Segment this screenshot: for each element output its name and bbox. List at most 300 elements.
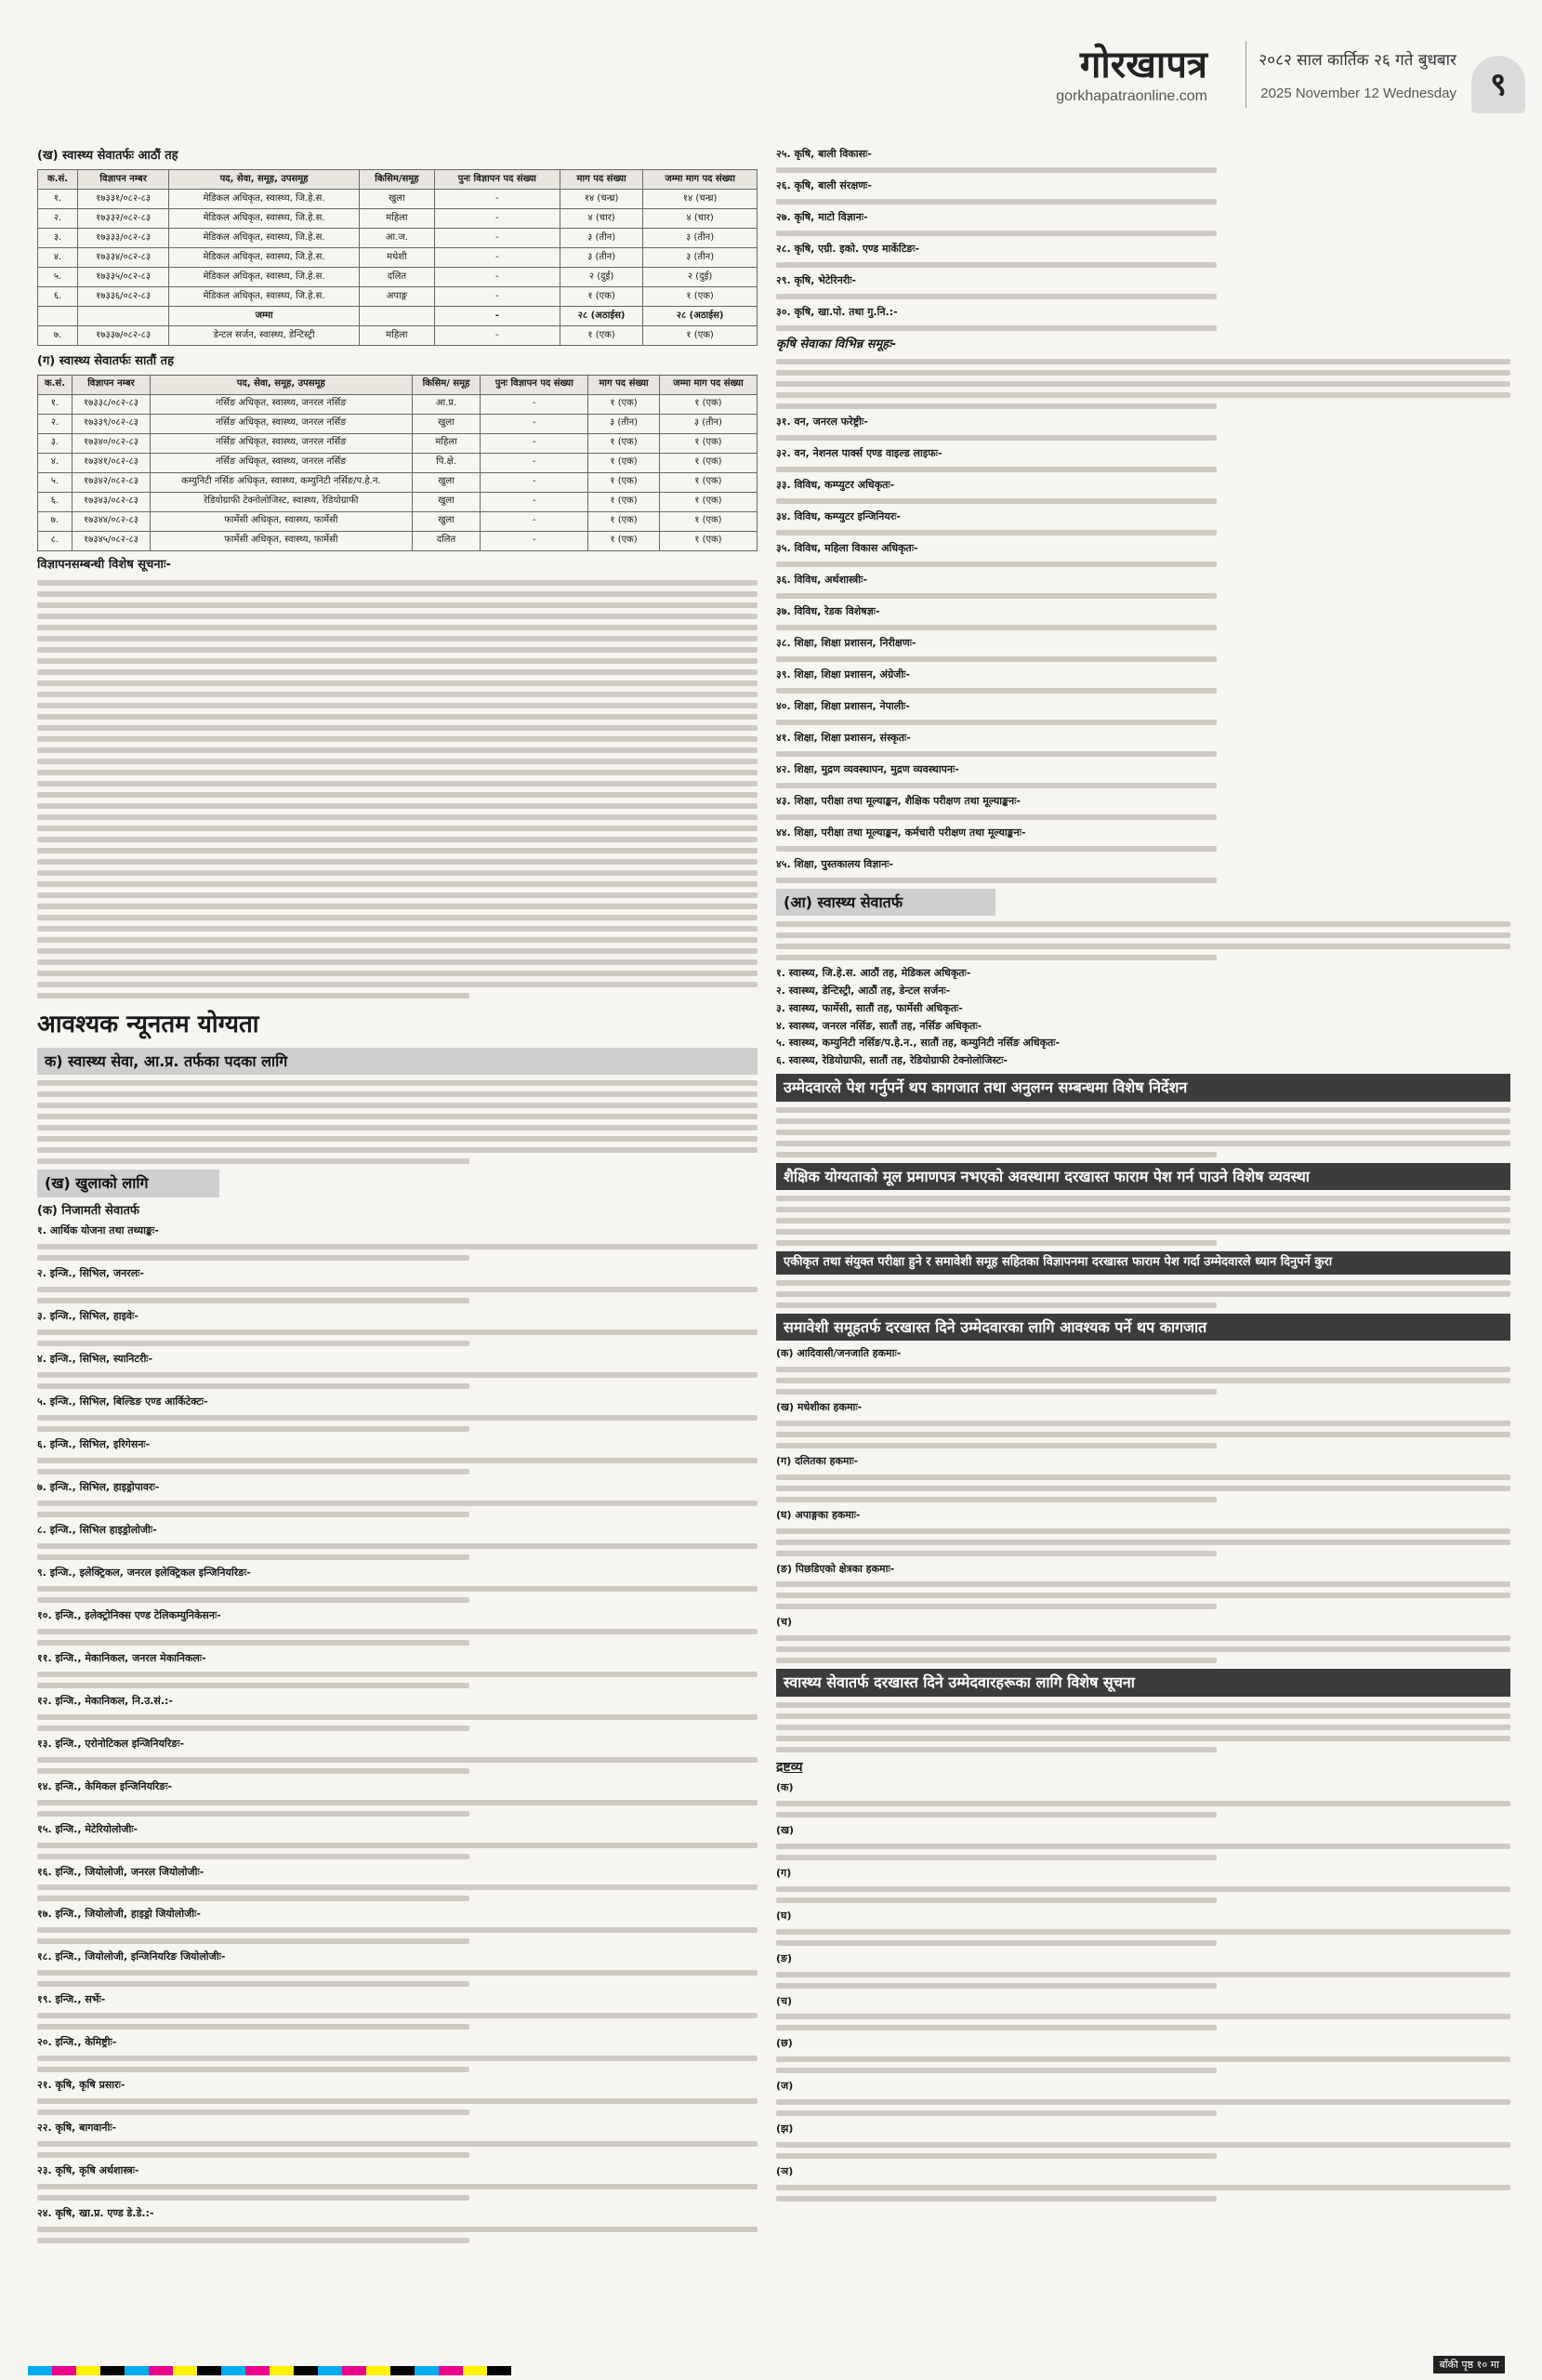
text-line-placeholder [37,1884,758,1890]
text-line-placeholder [776,325,1217,331]
date-nepali: २०८२ साल कार्तिक २६ गते बुधबार [1259,51,1456,70]
clause-title: (ख) [776,1823,795,1836]
text-line-placeholder [776,656,1217,662]
table-cell: ३ (तीन) [588,414,660,433]
clause-title: ३. स्वास्थ्य, फार्मेसी, सातौं तह, फार्मेसी अधिकृतः- [776,1001,963,1014]
clause-item [776,1615,1510,1630]
text-line-placeholder [776,921,1510,927]
clause-title: १०. इन्जि., इलेक्ट्रोनिक्स एण्ड टेलिकम्युनिकेसनः- [37,1608,221,1621]
masthead-divider [1245,41,1246,108]
integrated-exam-body [776,1280,1510,1308]
table-cell: ७. [38,325,78,345]
agri-note-body [776,359,1510,409]
clause-item [37,1608,758,1623]
table-cell: नर्सिङ अधिकृत, स्वास्थ्य, जनरल नर्सिङ [150,453,412,472]
text-line-placeholder [776,1218,1510,1223]
text-line-placeholder [776,1581,1510,1587]
table-cell: - [481,531,588,550]
text-line-placeholder [776,1801,1510,1806]
clause-item [776,573,1510,588]
clause-title: (ङ) पिछडिएको क्षेत्रका हकमाः- [776,1562,895,1575]
text-line-placeholder [776,1486,1510,1491]
text-line-placeholder [776,199,1217,205]
clause-item [776,541,1510,556]
text-line-placeholder [37,870,758,876]
table-cell: ३ (तीन) [560,228,642,247]
special-notice-body [37,580,758,998]
table-row [38,325,758,345]
clause-item [37,1309,758,1324]
text-line-placeholder [776,435,1217,441]
text-line-placeholder [776,2014,1510,2019]
clause-title: ३६. विविध, अर्थशास्त्रीः- [776,574,867,587]
text-line-placeholder [37,892,758,898]
text-line-placeholder [37,826,758,831]
table-header-cell: पद, सेवा, समूह, उपसमूह [169,169,360,189]
clause-item [776,1780,1510,1795]
table-cell: २ (दुई) [560,267,642,286]
table-cell: खुला [360,189,435,208]
table-cell: मेडिकल अधिकृत, स्वास्थ्य, जि.हे.स. [169,208,360,228]
clause-title: २८. कृषि, एग्री. इको. एण्ड मार्केटिङः- [776,242,920,255]
table-cell: - [481,453,588,472]
clause-title: ६. स्वास्थ्य, रेडियोग्राफी, सातौं तह, रेडियोग्राफी टेक्नोलोजिस्टः- [776,1054,1008,1067]
text-line-placeholder [37,1714,758,1720]
clause-title: ३७. विविध, रेडक विशेषज्ञः- [776,605,880,618]
table-row [38,286,758,306]
right-column [776,144,1510,2347]
text-line-placeholder [776,720,1217,725]
text-line-placeholder [776,1432,1510,1437]
text-line-placeholder [37,1683,469,1688]
clause-item [37,2121,758,2135]
table-cell: ३ (तीन) [659,414,757,433]
text-line-placeholder [776,1725,1510,1730]
table-cell: १७३३८/०८२-८३ [72,394,150,414]
table-cell: - [434,286,560,306]
table-cell: १. [38,189,78,208]
text-line-placeholder [776,1940,1217,1946]
table-cell: खुला [412,472,481,492]
clause-title: १५. इन्जि., मेटेरियोलोजीः- [37,1822,138,1835]
text-line-placeholder [37,1372,758,1378]
table-cell: ५. [38,472,72,492]
masthead [0,0,1542,130]
table-cell: नर्सिङ अधिकृत, स्वास्थ्य, जनरल नर्सिङ [150,414,412,433]
text-line-placeholder [37,714,758,720]
text-line-placeholder [776,944,1510,949]
table-cell: नर्सिङ अधिकृत, स्वास्थ्य, जनरल नर्सिङ [150,433,412,453]
text-line-placeholder [776,1302,1217,1308]
text-line-placeholder [776,1443,1217,1448]
text-line-placeholder [37,1244,758,1250]
table-cell: १७३३९/०८२-८३ [72,414,150,433]
text-line-placeholder [37,2238,469,2243]
text-line-placeholder [37,602,758,608]
clause-title: २६. कृषि, बाली संरक्षणः- [776,178,872,192]
table-cell [78,306,169,325]
band-open-competition: (ख) खुलाको लागि [37,1170,219,1197]
table-row [38,189,758,208]
table-cell: १ (एक) [588,453,660,472]
clause-item [37,1694,758,1709]
table-row [38,492,758,511]
table-row [38,394,758,414]
table-cell: ५. [38,267,78,286]
text-line-placeholder [776,1367,1510,1372]
table-cell: १ (एक) [588,433,660,453]
band-integrated-exam: एकीकृत तथा संयुक्त परीक्षा हुने र समावेशी समूह सहितका विज्ञापनमा दरखास्त फाराम पेश गर्दा उम्मेदवारले ध्यान दिनुपर्ने कुरा [776,1251,1510,1275]
table-cell: खुला [412,511,481,531]
table-cell [360,306,435,325]
text-line-placeholder [37,2141,758,2147]
table-cell: ६. [38,492,72,511]
civil-service-heading: (क) निजामती सेवातर्फ [37,1203,139,1218]
clause-item [37,2035,758,2050]
text-line-placeholder [37,1927,758,1933]
table-cell: - [481,433,588,453]
clause-title: २२. कृषि, बागवानीः- [37,2122,117,2135]
text-line-placeholder [37,1554,469,1560]
table-cell: ४ (चार) [560,208,642,228]
text-line-placeholder [37,1125,758,1130]
text-line-placeholder [776,1855,1217,1860]
table-header-cell: पुनः विज्ञापन पद संख्या [481,375,588,394]
clause-item [37,1779,758,1794]
text-line-placeholder [776,231,1217,236]
clause-item [776,1994,1510,2009]
text-line-placeholder [37,1136,758,1142]
clause-item [37,1352,758,1367]
clause-title: ८. इन्जि., सिभिल हाइड्रोलोजीः- [37,1524,157,1536]
text-line-placeholder [37,1147,758,1153]
text-line-placeholder [37,1103,758,1108]
agri-note-heading: कृषि सेवाका विभिन्न समूहः- [776,337,897,351]
table-cell: ३. [38,228,78,247]
table-cell: २८ (अठाईस) [560,306,642,325]
text-line-placeholder [37,1800,758,1805]
text-line-placeholder [37,1329,758,1335]
clause-item [37,1822,758,1837]
clause-title: (ग) दलितका हकमाः- [776,1454,859,1467]
table-cell: - [481,472,588,492]
clause-title: (च) [776,1994,793,2007]
text-line-placeholder [37,881,758,887]
text-line-placeholder [37,1512,469,1517]
clause-title: १९. इन्जि., सर्भेः- [37,1993,106,2006]
clause-item [776,2036,1510,2051]
text-line-placeholder [776,846,1217,852]
right-clause-list-top [776,147,1510,331]
table-cell: १ (एक) [659,472,757,492]
table-row [38,267,758,286]
clause-title: ३. इन्जि., सिभिल, हाइवेः- [37,1310,138,1323]
clause-item [37,1865,758,1880]
table-cell: खुला [412,414,481,433]
clause-item [776,668,1510,682]
clause-item [776,1346,1510,1361]
text-line-placeholder [776,1141,1510,1146]
table-cell: १ (एक) [659,433,757,453]
text-line-placeholder [37,937,758,943]
text-line-placeholder [37,770,758,775]
clause-item [776,1053,1510,1068]
clause-title: (झ) [776,2122,794,2135]
qualification-title: आवश्यक न्यूनतम योग्यता [37,1010,259,1038]
table-cell: फार्मेसी अधिकृत, स्वास्थ्य, फार्मेसी [150,511,412,531]
clause-title: (ञ) [776,2165,794,2178]
text-line-placeholder [37,1768,469,1774]
table-row [38,453,758,472]
text-line-placeholder [776,1972,1510,1977]
text-line-placeholder [37,1726,469,1731]
table-header-cell: विज्ञापन नम्बर [72,375,150,394]
text-line-placeholder [37,1298,469,1303]
clause-item [37,2163,758,2178]
health-notice-body [776,1702,1510,1752]
table-cell: ३ (तीन) [643,228,758,247]
text-line-placeholder [37,2067,469,2072]
table-row [38,433,758,453]
clause-item [37,1437,758,1452]
clause-title: २०. इन्जि., केमिष्ट्रीः- [37,2036,117,2049]
clause-item [37,1223,758,1238]
table-header-cell: पद, सेवा, समूह, उपसमूह [150,375,412,394]
text-line-placeholder [37,1415,758,1421]
band-original-certificate: शैक्षिक योग्यताको मूल प्रमाणपत्र नभएको अवस्थामा दरखास्त फाराम पेश गर्न पाउने विशेष व्यवस्था [776,1163,1510,1190]
clause-title: (छ) [776,2037,793,2050]
text-line-placeholder [776,1118,1510,1124]
band-health-special-notice: स्वास्थ्य सेवातर्फ दरखास्त दिने उम्मेदवारहरूका लागि विशेष सूचना [776,1669,1510,1696]
clause-item [776,1823,1510,1838]
vacancy-table-level-7 [37,375,758,551]
text-line-placeholder [776,1702,1510,1708]
clause-title: ४. स्वास्थ्य, जनरल नर्सिङ, सातौं तह, नर्सिङ अधिकृतः- [776,1019,982,1032]
text-line-placeholder [776,392,1510,398]
text-line-placeholder [37,1938,469,1944]
table-cell: ४ (चार) [643,208,758,228]
table-cell: - [434,267,560,286]
text-line-placeholder [37,2109,469,2115]
table-cell: १७३३१/०८२-८३ [78,189,169,208]
text-line-placeholder [37,759,758,764]
table-cell: १ (एक) [643,286,758,306]
text-line-placeholder [776,1196,1510,1201]
text-line-placeholder [37,814,758,820]
text-line-placeholder [776,1713,1510,1719]
clause-title: (घ) [776,1909,792,1922]
text-line-placeholder [776,1130,1510,1135]
text-line-placeholder [776,1604,1217,1609]
text-line-placeholder [37,1158,469,1164]
table-cell: २ (दुई) [643,267,758,286]
text-line-placeholder [776,2185,1510,2190]
table-cell: - [434,306,560,325]
table-header-cell: विज्ञापन नम्बर [78,169,169,189]
clause-title: (ग) [776,1866,792,1879]
table-row [38,228,758,247]
table-cell: १ (एक) [588,472,660,492]
newspaper-name: गोरखापत्र [1079,43,1207,86]
health-intro-body [37,1080,758,1164]
table-cell: महिला [360,208,435,228]
table-header-cell: पुनः विज्ञापन पद संख्या [434,169,560,189]
text-line-placeholder [776,1658,1217,1663]
text-line-placeholder [776,2025,1217,2030]
health-clause-list [776,966,1510,1069]
clause-title: २९. कृषि, भेटेरिनरीः- [776,273,856,286]
clause-item [776,794,1510,809]
text-line-placeholder [37,904,758,909]
clause-item [776,1001,1510,1016]
table-header-cell: माग पद संख्या [588,375,660,394]
text-line-placeholder [776,1736,1510,1741]
table-cell: - [434,325,560,345]
clause-item [37,2078,758,2093]
text-line-placeholder [37,1640,469,1646]
clause-title: २१. कृषि, कृषि प्रसारः- [37,2079,125,2092]
clause-title: ४. इन्जि., सिभिल, स्यानिटरीः- [37,1353,153,1366]
text-line-placeholder [37,2056,758,2061]
clause-item [37,1395,758,1409]
table-cell: कम्युनिटी नर्सिङ अधिकृत, स्वास्थ्य, कम्युनिटी नर्सिङ/प.हे.न. [150,472,412,492]
table-row [38,472,758,492]
text-line-placeholder [37,736,758,742]
table-cell: महिला [360,325,435,345]
band-health-service: क) स्वास्थ्य सेवा, आ.प्र. तर्फका पदका लागि [37,1048,758,1075]
text-line-placeholder [776,878,1217,883]
table-cell: १ (एक) [659,394,757,414]
text-line-placeholder [776,1497,1217,1502]
additional-docs-body [776,1107,1510,1157]
text-line-placeholder [37,1341,469,1346]
text-line-placeholder [776,2068,1217,2073]
clause-item [776,1508,1510,1523]
text-line-placeholder [776,955,1217,960]
text-line-placeholder [37,692,758,697]
table-cell: मेडिकल अधिकृत, स्वास्थ्य, जि.हे.स. [169,247,360,267]
table-cell: रेडियोग्राफी टेक्नोलोजिस्ट, स्वास्थ्य, रेडियोग्राफी [150,492,412,511]
clause-item [776,826,1510,840]
continued-label: बाँकी पृष्ठ १० मा [1433,2356,1505,2373]
text-line-placeholder [37,647,758,653]
clause-item [776,446,1510,461]
table-cell: ४. [38,247,78,267]
text-line-placeholder [776,1747,1217,1752]
table-cell: १ (एक) [588,394,660,414]
table-cell: खुला [412,492,481,511]
clause-title: ३४. विविध, कम्प्युटर इन्जिनियरः- [776,510,901,523]
clause-title: ४५. शिक्षा, पुस्तकालय विज्ञानः- [776,857,894,870]
text-line-placeholder [776,2196,1217,2202]
table-row [38,511,758,531]
table-cell: १. [38,394,72,414]
table-cell: ३ (तीन) [560,247,642,267]
table-cell: १ (एक) [588,511,660,531]
table-cell [38,306,78,325]
text-line-placeholder [37,1080,758,1086]
table-cell: १ (एक) [659,511,757,531]
page-number-badge: ९ [1471,56,1525,113]
text-line-placeholder [776,1812,1217,1818]
text-line-placeholder [776,1551,1217,1556]
clause-item [776,242,1510,257]
table-cell: १ (एक) [588,531,660,550]
date-english: 2025 November 12 Wednesday [1260,86,1456,101]
clause-title: १८. इन्जि., जियोलोजी, इन्जिनियरिङ जियोलोजीः- [37,1950,226,1964]
table-cell: मेडिकल अधिकृत, स्वास्थ्य, जि.हे.स. [169,228,360,247]
left-clause-list [37,1223,758,2243]
table-cell: १७३४०/०८२-८३ [72,433,150,453]
notes-heading: द्रष्टव्य [776,1759,803,1775]
health-intro [776,921,1510,960]
text-line-placeholder [37,2195,469,2201]
clause-item [776,2122,1510,2136]
text-line-placeholder [776,370,1510,376]
clause-item [776,509,1510,524]
clause-item [776,1454,1510,1469]
clause-title: ३८. शिक्षा, शिक्षा प्रशासन, निरीक्षणः- [776,637,916,650]
clause-title: ३१. वन, जनरल फरेष्ट्रीः- [776,416,868,429]
vacancy-table-level-8 [37,169,758,346]
band-health-heading: (आ) स्वास्थ्य सेवातर्फ [776,889,995,916]
table-row [38,414,758,433]
table-cell: मधेशी [360,247,435,267]
table-cell: ३. [38,433,72,453]
clause-title: ४३. शिक्षा, परीक्षा तथा मूल्याङ्कन, शैक्षिक परीक्षण तथा मूल्याङ्कनः- [776,794,1021,807]
text-line-placeholder [37,1469,469,1474]
clause-title: (ङ) [776,1951,793,1964]
clause-item [776,147,1510,162]
table-cell: १७३४१/०८२-८३ [72,453,150,472]
table-cell: - [434,228,560,247]
clause-item [37,1266,758,1281]
table-cell: दलित [412,531,481,550]
text-line-placeholder [776,1107,1510,1113]
table-row [38,208,758,228]
text-line-placeholder [37,1458,758,1463]
text-line-placeholder [37,1629,758,1634]
text-line-placeholder [37,1426,469,1432]
table-cell: डेन्टल सर्जन, स्वास्थ्य, डेन्टिस्ट्री [169,325,360,345]
text-line-placeholder [37,959,758,965]
text-line-placeholder [37,580,758,586]
text-line-placeholder [37,1843,758,1848]
text-line-placeholder [776,1983,1217,1989]
clause-title: ३०. कृषि, खा.पो. तथा गु.नि.:- [776,305,898,318]
clause-title: १. स्वास्थ्य, जि.हे.स. आठौं तह, मेडिकल अधिकृतः- [776,966,971,979]
text-line-placeholder [37,2013,758,2018]
table-header-cell: जम्मा माग पद संख्या [659,375,757,394]
clause-title: ३२. वन, नेशनल पार्क्स एण्ड वाइल्ड लाइफः- [776,447,942,460]
text-line-placeholder [37,1091,758,1097]
text-line-placeholder [776,1593,1510,1598]
text-line-placeholder [776,1897,1217,1903]
clause-item [776,1400,1510,1415]
clause-item [37,1992,758,2007]
text-line-placeholder [37,781,758,787]
text-line-placeholder [37,2024,469,2030]
table-cell: २. [38,208,78,228]
text-line-placeholder [37,993,469,998]
text-line-placeholder [37,926,758,932]
clause-item [776,2164,1510,2179]
table-cell: - [481,511,588,531]
table-cell: नर्सिङ अधिकृत, स्वास्थ्य, जनरल नर्सिङ [150,394,412,414]
text-line-placeholder [776,1229,1510,1235]
original-certificate-body [776,1196,1510,1246]
newspaper-url[interactable]: gorkhapatraonline.com [1056,88,1207,104]
